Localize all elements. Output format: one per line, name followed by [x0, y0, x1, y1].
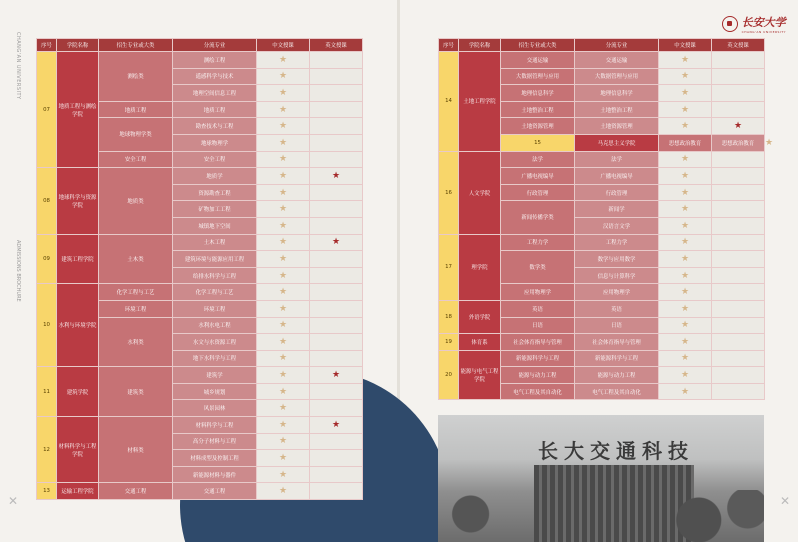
college-name: 体育系 [459, 334, 501, 351]
major-name: 英语 [501, 300, 575, 317]
direction-name: 遥感科学与技术 [173, 68, 257, 85]
header-direction: 分流专业 [575, 39, 659, 52]
campus-photo [438, 415, 764, 542]
star-icon: ★ [733, 121, 743, 132]
table-header-row [439, 39, 765, 52]
english-taught-cell [712, 383, 765, 400]
star-icon: ★ [680, 270, 690, 281]
chinese-taught-cell [659, 334, 712, 351]
chinese-taught-cell [659, 184, 712, 201]
major-name: 建筑类 [99, 367, 173, 417]
direction-name: 新能源科学与工程 [575, 350, 659, 367]
major-name: 法学 [501, 151, 575, 168]
direction-name: 土地资源管理 [575, 118, 659, 135]
header-no: 序号 [439, 39, 459, 52]
star-icon: ★ [278, 104, 288, 115]
university-seal-icon [722, 16, 738, 32]
english-taught-cell [310, 284, 363, 301]
header-major: 招生专业或大类 [99, 39, 173, 52]
direction-name: 交通运输 [575, 52, 659, 69]
side-brand-text: CHANG'AN UNIVERSITY [15, 32, 21, 100]
chinese-taught-cell [257, 101, 310, 118]
star-icon: ★ [680, 370, 690, 381]
chinese-taught-cell [659, 118, 712, 135]
english-taught-cell [712, 367, 765, 384]
chinese-taught-cell [659, 251, 712, 268]
major-name: 工程力学 [501, 234, 575, 251]
english-taught-cell [310, 184, 363, 201]
majors-table-right [438, 38, 774, 400]
college-name: 建筑工程学院 [57, 234, 99, 284]
english-taught-cell [712, 234, 765, 251]
chinese-taught-cell [257, 118, 310, 135]
direction-name: 材料科学与工程 [173, 417, 257, 434]
star-icon: ★ [331, 370, 341, 381]
major-name: 土地资源管理 [501, 118, 575, 135]
direction-name: 矿物加工工程 [173, 201, 257, 218]
direction-name: 日语 [575, 317, 659, 334]
table-row [37, 168, 363, 185]
table-row [439, 151, 765, 168]
university-logo [722, 14, 786, 34]
direction-name: 建筑学 [173, 367, 257, 384]
direction-name: 新能源材料与器件 [173, 466, 257, 483]
star-icon: ★ [278, 336, 288, 347]
star-icon: ★ [278, 486, 288, 497]
chinese-taught-cell [257, 184, 310, 201]
chinese-taught-cell [659, 350, 712, 367]
english-taught-cell [712, 267, 765, 284]
star-icon: ★ [278, 187, 288, 198]
table-body [439, 52, 774, 400]
english-taught-cell [712, 201, 765, 218]
college-name: 地质工程与测绘学院 [57, 52, 99, 168]
star-icon: ★ [680, 204, 690, 215]
star-icon: ★ [278, 121, 288, 132]
star-icon: ★ [278, 320, 288, 331]
direction-name: 环境工程 [173, 300, 257, 317]
english-taught-cell [712, 184, 765, 201]
direction-name: 英语 [575, 300, 659, 317]
major-name: 测绘类 [99, 52, 173, 102]
english-taught-cell [310, 118, 363, 135]
chinese-taught-cell [659, 367, 712, 384]
star-icon: ★ [680, 121, 690, 132]
table-row [439, 52, 765, 69]
major-name: 环境工程 [99, 300, 173, 317]
chinese-taught-cell [257, 85, 310, 102]
star-icon: ★ [680, 386, 690, 397]
direction-name: 电气工程及其自动化 [575, 383, 659, 400]
table-row [439, 350, 765, 367]
major-name: 地质类 [99, 168, 173, 234]
star-icon: ★ [278, 370, 288, 381]
row-number: 18 [439, 300, 459, 333]
direction-name: 应用物理学 [575, 284, 659, 301]
major-name: 化学工程与工艺 [99, 284, 173, 301]
chinese-taught-cell [659, 217, 712, 234]
direction-name: 工程力学 [575, 234, 659, 251]
major-name: 能源与动力工程 [501, 367, 575, 384]
direction-name: 地理空间信息工程 [173, 85, 257, 102]
english-taught-cell [310, 52, 363, 69]
chinese-taught-cell [257, 334, 310, 351]
row-number: 09 [37, 234, 57, 284]
row-number: 08 [37, 168, 57, 234]
star-icon: ★ [680, 220, 690, 231]
x-mark-icon: ✕ [8, 494, 19, 508]
chinese-taught-cell [659, 383, 712, 400]
table-row [439, 334, 765, 351]
chinese-taught-cell [257, 251, 310, 268]
english-taught-cell [712, 101, 765, 118]
star-icon: ★ [680, 303, 690, 314]
star-icon: ★ [278, 270, 288, 281]
english-taught-cell [712, 251, 765, 268]
header-no: 序号 [37, 39, 57, 52]
english-taught-cell [310, 466, 363, 483]
header-college: 学院名称 [459, 39, 501, 52]
star-icon: ★ [680, 104, 690, 115]
chinese-taught-cell [257, 483, 310, 500]
chinese-taught-cell [257, 201, 310, 218]
english-taught-cell [712, 334, 765, 351]
photo-trees [438, 490, 764, 542]
chinese-taught-cell [659, 317, 712, 334]
direction-name: 大数据管理与应用 [575, 68, 659, 85]
college-name: 人文学院 [459, 151, 501, 234]
chinese-taught-cell [257, 217, 310, 234]
english-taught-cell [310, 234, 363, 251]
direction-name: 材料成型及控制工程 [173, 450, 257, 467]
english-taught-cell [712, 85, 765, 102]
direction-name: 水文与水资源工程 [173, 334, 257, 351]
college-name: 马克思主义学院 [575, 134, 659, 151]
chinese-taught-cell [257, 400, 310, 417]
direction-name: 土地整治工程 [575, 101, 659, 118]
college-name: 地球科学与资源学院 [57, 168, 99, 234]
direction-name: 地理信息科学 [575, 85, 659, 102]
major-name: 电气工程及其自动化 [501, 383, 575, 400]
chinese-taught-cell [257, 367, 310, 384]
star-icon: ★ [680, 287, 690, 298]
english-taught-cell [712, 168, 765, 185]
college-name: 外语学院 [459, 300, 501, 333]
major-name: 土地整治工程 [501, 101, 575, 118]
chinese-taught-cell [257, 317, 310, 334]
direction-name: 水利水电工程 [173, 317, 257, 334]
major-name: 地质工程 [99, 101, 173, 118]
chinese-taught-cell [257, 134, 310, 151]
row-number: 17 [439, 234, 459, 300]
major-name: 大数据管理与应用 [501, 68, 575, 85]
majors-table-left [36, 38, 363, 500]
chinese-taught-cell [257, 300, 310, 317]
chinese-taught-cell [257, 168, 310, 185]
header-college: 学院名称 [57, 39, 99, 52]
major-name: 地理信息科学 [501, 85, 575, 102]
header-chinese: 中文授课 [659, 39, 712, 52]
direction-name: 地下水科学与工程 [173, 350, 257, 367]
chinese-taught-cell [257, 383, 310, 400]
english-taught-cell [310, 251, 363, 268]
star-icon: ★ [331, 237, 341, 248]
english-taught-cell [712, 52, 765, 69]
chinese-taught-cell [659, 267, 712, 284]
row-number: 11 [37, 367, 57, 417]
direction-name: 资源勘查工程 [173, 184, 257, 201]
chinese-taught-cell [257, 234, 310, 251]
direction-name: 地质学 [173, 168, 257, 185]
direction-name: 地球物理学 [173, 134, 257, 151]
chinese-taught-cell [257, 350, 310, 367]
major-name: 交通工程 [99, 483, 173, 500]
star-icon: ★ [278, 419, 288, 430]
table-row [439, 300, 765, 317]
english-taught-cell [310, 85, 363, 102]
direction-name: 建筑环境与能源应用工程 [173, 251, 257, 268]
direction-name: 汉语言文学 [575, 217, 659, 234]
star-icon: ★ [680, 71, 690, 82]
chinese-taught-cell [659, 284, 712, 301]
row-number: 13 [37, 483, 57, 500]
table-row [37, 417, 363, 434]
english-taught-cell [310, 300, 363, 317]
star-icon: ★ [680, 170, 690, 181]
logo-name: 长安大学 [741, 16, 786, 29]
direction-name: 思想政治教育 [712, 134, 765, 151]
star-icon: ★ [680, 87, 690, 98]
star-icon: ★ [278, 353, 288, 364]
chinese-taught-cell [257, 68, 310, 85]
chinese-taught-cell [257, 267, 310, 284]
english-taught-cell [310, 101, 363, 118]
direction-name: 土木工程 [173, 234, 257, 251]
x-mark-icon: ✕ [779, 494, 790, 508]
direction-name: 勘查技术与工程 [173, 118, 257, 135]
english-taught-cell [310, 217, 363, 234]
english-taught-cell [310, 168, 363, 185]
major-name: 新能源科学与工程 [501, 350, 575, 367]
chinese-taught-cell [659, 85, 712, 102]
direction-name: 高分子材料与工程 [173, 433, 257, 450]
chinese-taught-cell [257, 52, 310, 69]
photo-sign-text: 长大交通科技 [538, 439, 694, 463]
table-row [37, 367, 363, 384]
row-number: 16 [439, 151, 459, 234]
star-icon: ★ [278, 237, 288, 248]
chinese-taught-cell [659, 300, 712, 317]
row-number: 20 [439, 350, 459, 400]
header-english: 英文授课 [712, 39, 765, 52]
major-name: 社会体育指导与管理 [501, 334, 575, 351]
direction-name: 数学与应用数学 [575, 251, 659, 268]
star-icon: ★ [680, 320, 690, 331]
chinese-taught-cell [257, 433, 310, 450]
english-taught-cell [712, 68, 765, 85]
row-number: 07 [37, 52, 57, 168]
english-taught-cell [712, 118, 765, 135]
chinese-taught-cell [257, 417, 310, 434]
star-icon: ★ [278, 170, 288, 181]
star-icon: ★ [331, 419, 341, 430]
direction-name: 城乡规划 [173, 383, 257, 400]
english-taught-cell [310, 483, 363, 500]
english-taught-cell [310, 367, 363, 384]
direction-name: 交通工程 [173, 483, 257, 500]
direction-name: 测绘工程 [173, 52, 257, 69]
english-taught-cell [712, 217, 765, 234]
header-major: 招生专业或大类 [501, 39, 575, 52]
english-taught-cell [310, 317, 363, 334]
direction-name: 风景园林 [173, 400, 257, 417]
english-taught-cell [712, 300, 765, 317]
english-taught-cell [310, 450, 363, 467]
star-icon: ★ [278, 436, 288, 447]
direction-name: 新闻学 [575, 201, 659, 218]
direction-name: 化学工程与工艺 [173, 284, 257, 301]
direction-name: 社会体育指导与管理 [575, 334, 659, 351]
row-number: 10 [37, 284, 57, 367]
chinese-taught-cell [659, 234, 712, 251]
table-row [439, 234, 765, 251]
star-icon: ★ [278, 453, 288, 464]
star-icon: ★ [680, 336, 690, 347]
star-icon: ★ [278, 71, 288, 82]
major-name: 行政管理 [501, 184, 575, 201]
major-name: 材料类 [99, 417, 173, 483]
english-taught-cell [310, 151, 363, 168]
logo-name-en: CHANG'AN UNIVERSITY [741, 30, 786, 34]
direction-name: 法学 [575, 151, 659, 168]
direction-name: 安全工程 [173, 151, 257, 168]
table-row [37, 52, 363, 69]
chinese-taught-cell [659, 101, 712, 118]
chinese-taught-cell [659, 201, 712, 218]
direction-name: 行政管理 [575, 184, 659, 201]
major-name: 水利类 [99, 317, 173, 367]
star-icon: ★ [278, 220, 288, 231]
major-name: 应用物理学 [501, 284, 575, 301]
star-icon: ★ [680, 353, 690, 364]
star-icon: ★ [765, 137, 774, 148]
direction-name: 城镇地下空间 [173, 217, 257, 234]
english-taught-cell [310, 350, 363, 367]
college-name: 建筑学院 [57, 367, 99, 417]
table-row [37, 483, 363, 500]
chinese-taught-cell [257, 284, 310, 301]
star-icon: ★ [680, 237, 690, 248]
row-number: 14 [439, 52, 459, 152]
table-row [37, 234, 363, 251]
college-name: 能源与电气工程学院 [459, 350, 501, 400]
row-number: 15 [501, 134, 575, 151]
star-icon: ★ [680, 54, 690, 65]
star-icon: ★ [680, 253, 690, 264]
english-taught-cell [712, 151, 765, 168]
major-name: 安全工程 [99, 151, 173, 168]
major-name: 数学类 [501, 251, 575, 284]
direction-name: 地质工程 [173, 101, 257, 118]
chinese-taught-cell [257, 450, 310, 467]
english-taught-cell [310, 134, 363, 151]
college-name: 水利与环境学院 [57, 284, 99, 367]
direction-name: 能源与动力工程 [575, 367, 659, 384]
table-body [37, 52, 363, 500]
english-taught-cell [310, 68, 363, 85]
english-taught-cell [712, 317, 765, 334]
major-name: 交通运输 [501, 52, 575, 69]
english-taught-cell [310, 201, 363, 218]
college-name: 土地工程学院 [459, 52, 501, 152]
major-name: 地球物理学类 [99, 118, 173, 151]
star-icon: ★ [680, 187, 690, 198]
chinese-taught-cell [659, 151, 712, 168]
star-icon: ★ [278, 154, 288, 165]
direction-name: 信息与计算科学 [575, 267, 659, 284]
star-icon: ★ [278, 253, 288, 264]
header-direction: 分流专业 [173, 39, 257, 52]
table-row [37, 284, 363, 301]
star-icon: ★ [680, 154, 690, 165]
major-name: 日语 [501, 317, 575, 334]
english-taught-cell [310, 383, 363, 400]
chinese-taught-cell [659, 68, 712, 85]
college-name: 运输工程学院 [57, 483, 99, 500]
side-brand-subtext: ADMISSIONS BROCHURE [15, 240, 21, 302]
major-name: 思想政治教育 [659, 134, 712, 151]
table-header-row [37, 39, 363, 52]
college-name: 材料科学与工程学院 [57, 417, 99, 483]
star-icon: ★ [278, 287, 288, 298]
star-icon: ★ [278, 54, 288, 65]
chinese-taught-cell [659, 52, 712, 69]
english-taught-cell [310, 400, 363, 417]
major-name: 广播电视编导 [501, 168, 575, 185]
star-icon: ★ [278, 386, 288, 397]
star-icon: ★ [278, 137, 288, 148]
star-icon: ★ [278, 303, 288, 314]
star-icon: ★ [331, 170, 341, 181]
english-taught-cell [310, 433, 363, 450]
major-name: 新闻传播学类 [501, 201, 575, 234]
star-icon: ★ [278, 469, 288, 480]
college-name: 理学院 [459, 234, 501, 300]
header-chinese: 中文授课 [257, 39, 310, 52]
english-taught-cell [310, 267, 363, 284]
row-number: 19 [439, 334, 459, 351]
major-name: 土木类 [99, 234, 173, 284]
english-taught-cell [310, 417, 363, 434]
english-taught-cell [310, 334, 363, 351]
row-number: 12 [37, 417, 57, 483]
star-icon: ★ [278, 204, 288, 215]
star-icon: ★ [278, 87, 288, 98]
chinese-taught-cell [659, 168, 712, 185]
chinese-taught-cell [257, 151, 310, 168]
direction-name: 给排水科学与工程 [173, 267, 257, 284]
english-taught-cell [712, 284, 765, 301]
direction-name: 广播电视编导 [575, 168, 659, 185]
english-taught-cell [712, 350, 765, 367]
chinese-taught-cell [257, 466, 310, 483]
star-icon: ★ [278, 403, 288, 414]
header-english: 英文授课 [310, 39, 363, 52]
